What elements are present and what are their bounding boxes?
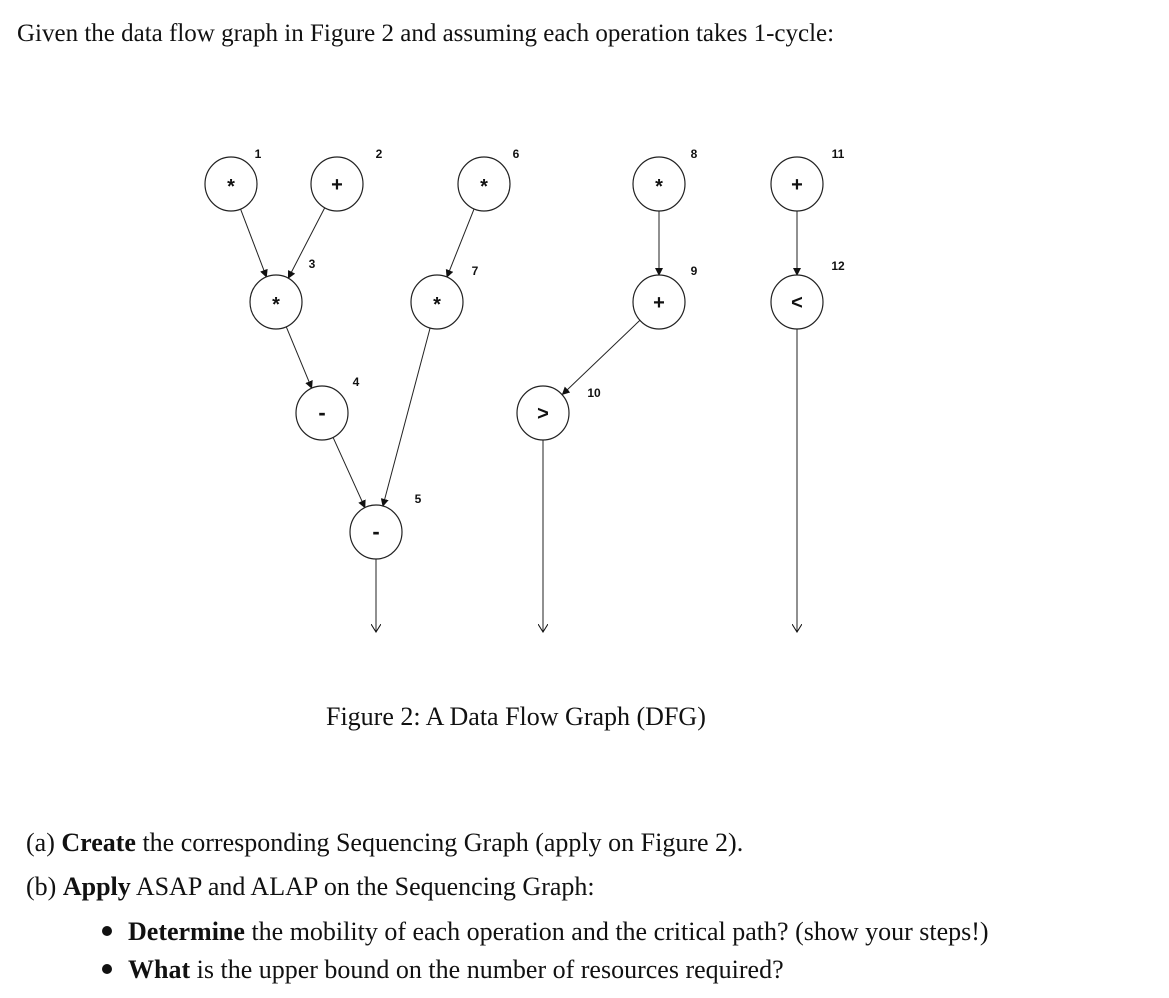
node-operator: *: [655, 176, 663, 198]
question-b: [26, 872, 595, 902]
edge-6-7: [447, 208, 474, 277]
node-operator: >: [537, 403, 549, 425]
node-operator: +: [331, 174, 343, 196]
question-b-keyword: Apply: [62, 872, 131, 901]
question-a: [26, 828, 743, 858]
node-id-label: 8: [690, 147, 698, 161]
edge-4-5: [333, 437, 365, 508]
node-7: [411, 264, 479, 329]
node-operator: *: [227, 176, 235, 198]
question-b-prefix: (b): [26, 872, 57, 901]
bullet-dot: [102, 964, 112, 974]
node-operator: -: [318, 400, 326, 425]
node-operator: +: [653, 292, 665, 314]
question-a-keyword: Create: [61, 828, 136, 857]
node-id-label: 6: [512, 147, 520, 161]
node-11: [771, 147, 845, 211]
bullet-dot: [102, 926, 112, 936]
question-a-text: the corresponding Sequencing Graph (apply on Figure 2).: [135, 828, 744, 857]
question-a-prefix: (a): [26, 828, 55, 857]
node-6: [458, 147, 520, 211]
question-b-text: ASAP and ALAP on the Sequencing Graph:: [130, 872, 595, 901]
node-id-label: 11: [831, 147, 845, 161]
intro-text: Given the data flow graph in Figure 2 and assuming each operation takes 1-cycle:: [17, 20, 835, 47]
edge-3-4: [286, 326, 312, 388]
node-operator: *: [480, 176, 488, 198]
edge-7-5: [383, 327, 430, 506]
bullet-item: [102, 955, 784, 985]
bullet-text: is the upper bound on the number of resources required?: [190, 955, 784, 984]
outputs-layer: [376, 328, 797, 632]
nodes-layer: [205, 147, 845, 559]
figure-caption: Figure 2: A Data Flow Graph (DFG): [326, 702, 706, 731]
node-operator: <: [791, 292, 803, 314]
node-1: [205, 147, 262, 211]
node-id-label: 10: [587, 386, 601, 400]
node-3: [250, 257, 316, 329]
node-4: [296, 375, 360, 440]
bullet-text: the mobility of each operation and the critical path? (show your steps!): [244, 917, 989, 946]
bullet-item: [102, 917, 989, 947]
edges-layer: [240, 207, 797, 507]
node-5: [350, 492, 422, 559]
edge-1-3: [240, 208, 266, 276]
node-id-label: 5: [414, 492, 422, 506]
node-9: [633, 264, 698, 329]
node-8: [633, 147, 698, 211]
node-10: [517, 386, 601, 440]
node-12: [771, 259, 845, 329]
node-id-label: 9: [690, 264, 698, 278]
node-id-label: 12: [831, 259, 845, 273]
node-id-label: 1: [254, 147, 262, 161]
edge-2-3: [288, 207, 325, 278]
edge-9-10: [563, 320, 641, 394]
node-operator: +: [791, 174, 803, 196]
node-2: [311, 147, 383, 211]
bullet-keyword: Determine: [128, 917, 245, 946]
node-id-label: 7: [471, 264, 479, 278]
node-operator: *: [272, 294, 280, 316]
node-operator: *: [433, 294, 441, 316]
node-id-label: 4: [352, 375, 360, 389]
bullet-keyword: What: [128, 955, 191, 984]
node-operator: -: [372, 519, 380, 544]
node-id-label: 2: [375, 147, 383, 161]
node-id-label: 3: [308, 257, 316, 271]
